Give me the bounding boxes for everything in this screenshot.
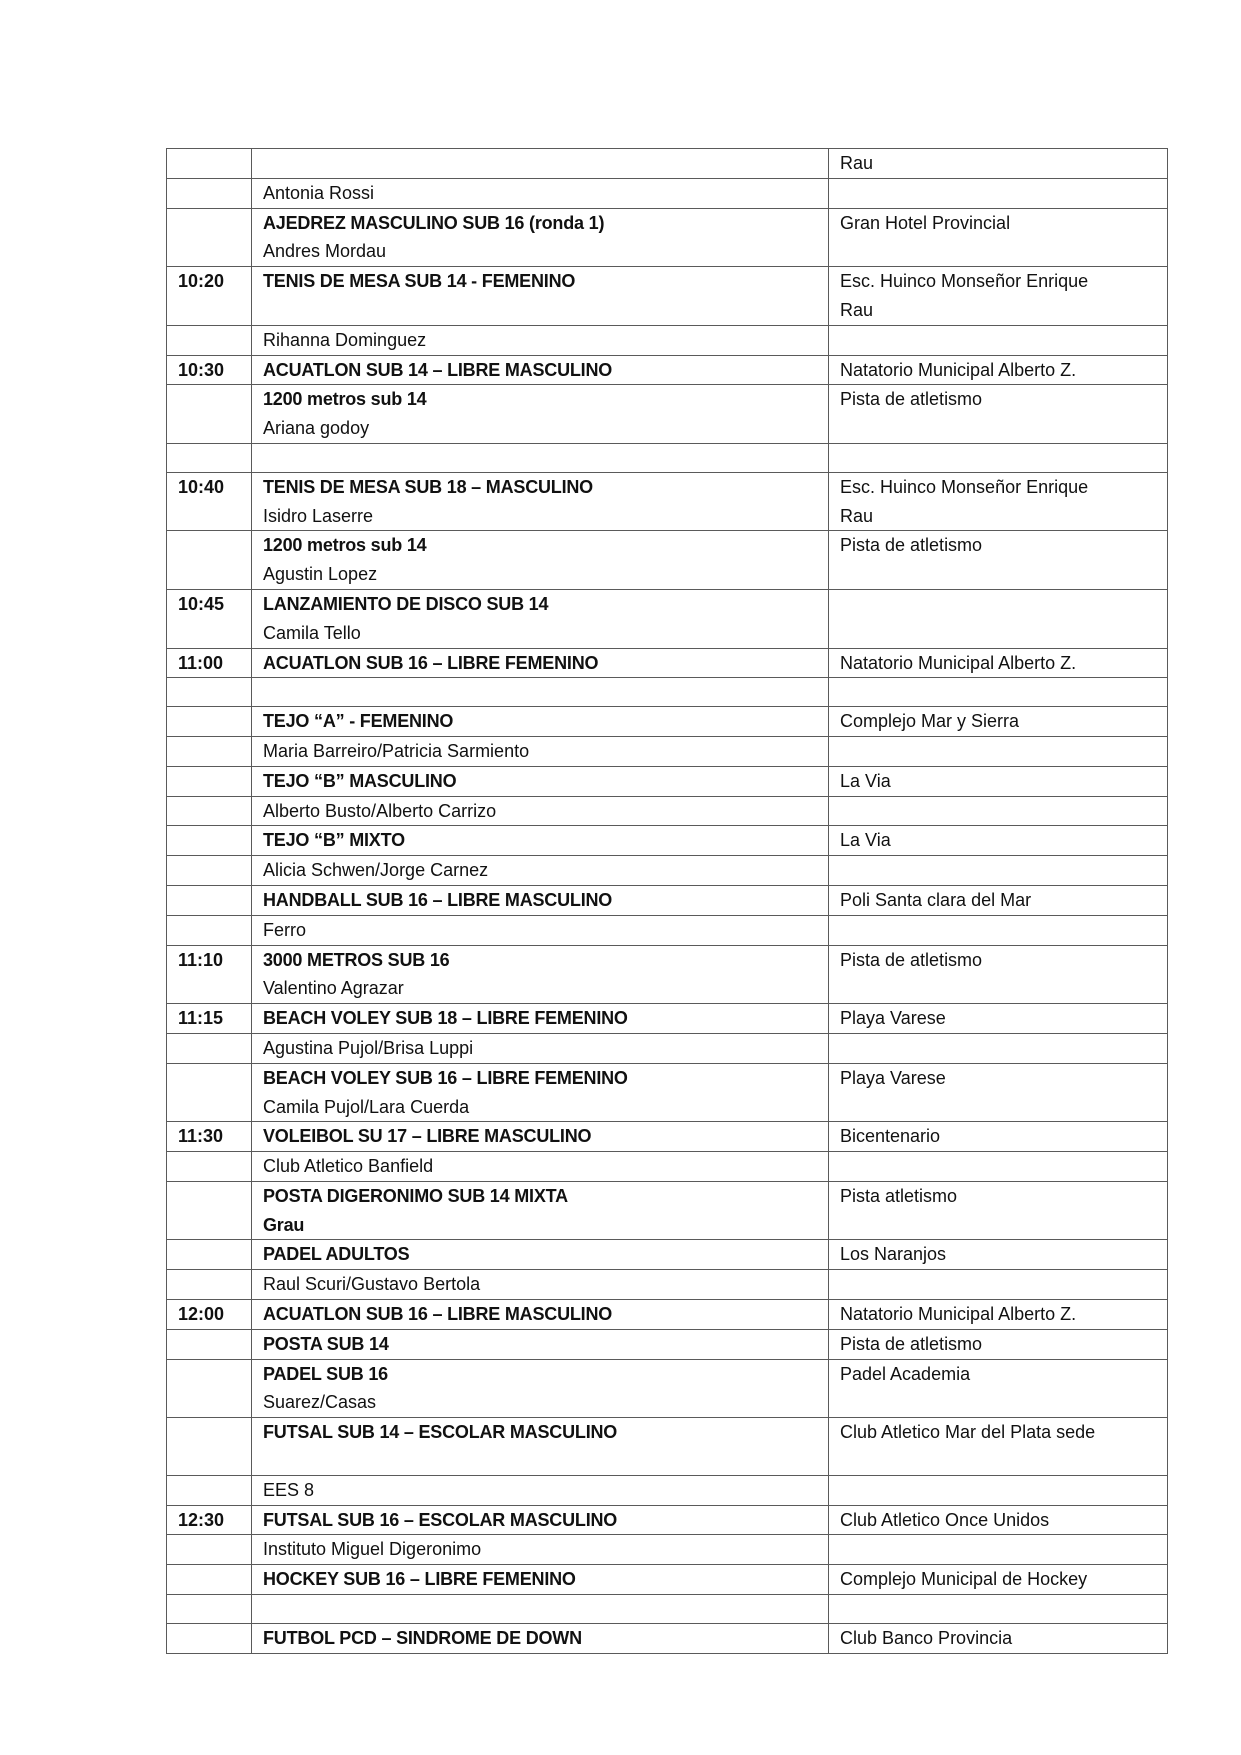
venue-text: Pista de atletismo	[840, 1333, 983, 1354]
time-cell	[167, 1565, 252, 1595]
time-cell	[167, 678, 252, 707]
event-cell	[252, 1565, 829, 1595]
venue-cell	[829, 1063, 1168, 1122]
event-cell	[252, 648, 829, 678]
time-cell	[167, 149, 252, 179]
time-cell	[167, 1240, 252, 1270]
time-cell	[167, 648, 252, 678]
venue-cell	[829, 945, 1168, 1004]
schedule-row	[167, 1595, 1168, 1624]
venue-cell	[829, 1152, 1168, 1182]
event-participants: Agustin Lopez	[263, 564, 378, 585]
event-participants: Isidro Laserre	[263, 505, 374, 526]
schedule-row	[167, 648, 1168, 678]
schedule-row	[167, 1270, 1168, 1300]
venue-text: La Via	[840, 770, 891, 791]
schedule-row	[167, 885, 1168, 915]
schedule-row	[167, 1475, 1168, 1505]
event-cell	[252, 1359, 829, 1418]
event-participants: Raul Scuri/Gustavo Bertola	[263, 1274, 481, 1295]
event-title: PADEL ADULTOS	[263, 1244, 410, 1265]
event-cell	[252, 589, 829, 648]
venue-text: Club Atletico Mar del Plata sede	[840, 1422, 1096, 1443]
event-cell	[252, 856, 829, 886]
schedule-row	[167, 915, 1168, 945]
event-title: 1200 metros sub 14	[263, 389, 427, 410]
event-cell	[252, 443, 829, 472]
venue-cell	[829, 1329, 1168, 1359]
time-cell	[167, 915, 252, 945]
event-cell	[252, 766, 829, 796]
schedule-row	[167, 385, 1168, 444]
event-cell	[252, 1122, 829, 1152]
event-cell	[252, 1240, 829, 1270]
venue-text: Club Atletico Once Unidos	[840, 1509, 1050, 1530]
schedule-row	[167, 945, 1168, 1004]
venue-text: Club Banco Provincia	[840, 1627, 1013, 1648]
event-title: 3000 METROS SUB 16	[263, 949, 450, 970]
time-cell	[167, 589, 252, 648]
time-text: 11:15	[178, 1008, 224, 1029]
venue-cell	[829, 1033, 1168, 1063]
event-cell	[252, 325, 829, 355]
event-cell	[252, 1535, 829, 1565]
venue-text: Pista de atletismo	[840, 535, 983, 556]
time-text: 10:40	[178, 476, 225, 497]
event-cell	[252, 1300, 829, 1330]
event-participants: Rihanna Dominguez	[263, 329, 427, 350]
venue-cell	[829, 1623, 1168, 1653]
schedule-row	[167, 149, 1168, 179]
venue-text: Natatorio Municipal Alberto Z.	[840, 359, 1077, 380]
time-cell	[167, 1063, 252, 1122]
event-participants: Ariana godoy	[263, 418, 370, 439]
venue-text: Bicentenario	[840, 1126, 941, 1147]
venue-text: Gran Hotel Provincial	[840, 212, 1011, 233]
event-participants: Club Atletico Banfield	[263, 1156, 434, 1177]
time-cell	[167, 1122, 252, 1152]
event-participants: EES 8	[263, 1479, 315, 1500]
venue-text: Poli Santa clara del Mar	[840, 889, 1032, 910]
venue-cell	[829, 1418, 1168, 1476]
venue-cell	[829, 1300, 1168, 1330]
venue-cell	[829, 208, 1168, 267]
time-text: 10:45	[178, 593, 225, 614]
venue-cell	[829, 589, 1168, 648]
schedule-row	[167, 1300, 1168, 1330]
venue-text: Complejo Municipal de Hockey	[840, 1569, 1088, 1590]
venue-cell	[829, 325, 1168, 355]
time-cell	[167, 885, 252, 915]
time-cell	[167, 826, 252, 856]
venue-cell	[829, 1359, 1168, 1418]
event-cell	[252, 1004, 829, 1034]
venue-cell	[829, 1122, 1168, 1152]
event-participants: Ferro	[263, 919, 307, 940]
schedule-row	[167, 766, 1168, 796]
schedule-row	[167, 1329, 1168, 1359]
event-cell	[252, 1475, 829, 1505]
schedule-row	[167, 531, 1168, 590]
venue-cell	[829, 1565, 1168, 1595]
venue-text: Esc. Huinco Monseñor Enrique Rau	[840, 476, 1089, 526]
time-cell	[167, 707, 252, 737]
venue-cell	[829, 531, 1168, 590]
time-cell	[167, 1329, 252, 1359]
time-cell	[167, 267, 252, 326]
venue-text: Padel Academia	[840, 1363, 971, 1384]
venue-text: Pista atletismo	[840, 1185, 958, 1206]
event-cell	[252, 472, 829, 531]
venue-cell	[829, 178, 1168, 208]
event-title: PADEL SUB 16	[263, 1363, 388, 1384]
schedule-row	[167, 707, 1168, 737]
schedule-row	[167, 1418, 1168, 1476]
time-cell	[167, 1004, 252, 1034]
time-text: 11:30	[178, 1126, 224, 1147]
time-cell	[167, 1535, 252, 1565]
venue-cell	[829, 385, 1168, 444]
time-cell	[167, 1152, 252, 1182]
venue-text: La Via	[840, 830, 891, 851]
schedule-body	[167, 149, 1168, 1654]
event-participants: Maria Barreiro/Patricia Sarmiento	[263, 740, 530, 761]
time-cell	[167, 1418, 252, 1476]
event-cell	[252, 1033, 829, 1063]
event-participants: Instituto Miguel Digeronimo	[263, 1539, 482, 1560]
event-cell	[252, 826, 829, 856]
event-title: POSTA SUB 14	[263, 1333, 389, 1354]
venue-cell	[829, 355, 1168, 385]
time-cell	[167, 736, 252, 766]
schedule-row	[167, 678, 1168, 707]
event-participants: Andres Mordau	[263, 241, 387, 262]
venue-text: Pista de atletismo	[840, 389, 983, 410]
schedule-row	[167, 856, 1168, 886]
schedule-row	[167, 267, 1168, 326]
time-cell	[167, 945, 252, 1004]
venue-cell	[829, 648, 1168, 678]
time-cell	[167, 1623, 252, 1653]
event-participants: Camila Tello	[263, 622, 361, 643]
venue-cell	[829, 1505, 1168, 1535]
event-title: FUTSAL SUB 16 – ESCOLAR MASCULINO	[263, 1509, 618, 1530]
schedule-row	[167, 736, 1168, 766]
schedule-table	[166, 148, 1168, 1654]
event-title: TENIS DE MESA SUB 14 - FEMENINO	[263, 271, 576, 292]
schedule-row	[167, 1152, 1168, 1182]
schedule-row	[167, 1240, 1168, 1270]
event-participants: Alicia Schwen/Jorge Carnez	[263, 860, 489, 881]
event-cell	[252, 1152, 829, 1182]
event-participants: Antonia Rossi	[263, 182, 375, 203]
venue-text: Complejo Mar y Sierra	[840, 711, 1020, 732]
schedule-row	[167, 796, 1168, 826]
schedule-row	[167, 589, 1168, 648]
event-participants: Alberto Busto/Alberto Carrizo	[263, 800, 497, 821]
event-cell	[252, 1623, 829, 1653]
venue-text: Los Naranjos	[840, 1244, 947, 1265]
event-cell	[252, 945, 829, 1004]
event-title: TENIS DE MESA SUB 18 – MASCULINO	[263, 476, 593, 497]
event-cell	[252, 267, 829, 326]
event-cell	[252, 385, 829, 444]
event-title: HOCKEY SUB 16 – LIBRE FEMENINO	[263, 1569, 576, 1590]
event-cell	[252, 1329, 829, 1359]
event-cell	[252, 208, 829, 267]
event-participants: Agustina Pujol/Brisa Luppi	[263, 1037, 474, 1058]
event-cell	[252, 796, 829, 826]
venue-cell	[829, 1270, 1168, 1300]
event-title-line2: Grau	[263, 1214, 305, 1235]
event-participants: Suarez/Casas	[263, 1392, 377, 1413]
time-cell	[167, 766, 252, 796]
venue-text: Pista de atletismo	[840, 949, 983, 970]
time-cell	[167, 443, 252, 472]
event-title: ACUATLON SUB 16 – LIBRE FEMENINO	[263, 652, 599, 673]
event-cell	[252, 1418, 829, 1476]
event-cell	[252, 1505, 829, 1535]
time-cell	[167, 796, 252, 826]
venue-cell	[829, 885, 1168, 915]
event-cell	[252, 355, 829, 385]
event-title: POSTA DIGERONIMO SUB 14 MIXTA	[263, 1185, 568, 1206]
venue-cell	[829, 267, 1168, 326]
venue-cell	[829, 1004, 1168, 1034]
venue-cell	[829, 766, 1168, 796]
event-cell	[252, 178, 829, 208]
event-title: AJEDREZ MASCULINO SUB 16 (ronda 1)	[263, 212, 605, 233]
venue-cell	[829, 707, 1168, 737]
event-title: ACUATLON SUB 16 – LIBRE MASCULINO	[263, 1304, 613, 1325]
event-title: HANDBALL SUB 16 – LIBRE MASCULINO	[263, 889, 613, 910]
schedule-row	[167, 1181, 1168, 1240]
schedule-row	[167, 325, 1168, 355]
schedule-row	[167, 1505, 1168, 1535]
venue-text: Natatorio Municipal Alberto Z.	[840, 652, 1077, 673]
schedule-row	[167, 1033, 1168, 1063]
event-cell	[252, 531, 829, 590]
event-title: VOLEIBOL SU 17 – LIBRE MASCULINO	[263, 1126, 592, 1147]
time-text: 12:00	[178, 1304, 225, 1325]
schedule-row	[167, 1004, 1168, 1034]
venue-cell	[829, 1181, 1168, 1240]
venue-text: Esc. Huinco Monseñor Enrique Rau	[840, 271, 1089, 320]
time-cell	[167, 1359, 252, 1418]
schedule-row	[167, 355, 1168, 385]
event-title: TEJO “A” - FEMENINO	[263, 711, 454, 732]
event-cell	[252, 149, 829, 179]
venue-cell	[829, 1595, 1168, 1624]
venue-cell	[829, 1240, 1168, 1270]
time-text: 11:00	[178, 652, 224, 673]
time-cell	[167, 1475, 252, 1505]
time-cell	[167, 472, 252, 531]
schedule-row	[167, 1122, 1168, 1152]
event-cell	[252, 707, 829, 737]
schedule-row	[167, 826, 1168, 856]
schedule-row	[167, 208, 1168, 267]
event-cell	[252, 915, 829, 945]
schedule-row	[167, 1535, 1168, 1565]
event-title: 1200 metros sub 14	[263, 535, 427, 556]
venue-cell	[829, 678, 1168, 707]
venue-text: Playa Varese	[840, 1067, 946, 1088]
time-cell	[167, 1595, 252, 1624]
event-title: BEACH VOLEY SUB 16 – LIBRE FEMENINO	[263, 1067, 628, 1088]
venue-cell	[829, 149, 1168, 179]
time-cell	[167, 1270, 252, 1300]
schedule-row	[167, 1623, 1168, 1653]
time-text: 10:20	[178, 271, 225, 292]
venue-cell	[829, 1535, 1168, 1565]
time-text: 11:10	[178, 949, 224, 970]
event-title: TEJO “B” MASCULINO	[263, 770, 457, 791]
time-cell	[167, 1181, 252, 1240]
venue-cell	[829, 736, 1168, 766]
time-cell	[167, 208, 252, 267]
event-participants: Camila Pujol/Lara Cuerda	[263, 1096, 470, 1117]
time-cell	[167, 355, 252, 385]
event-title: TEJO “B” MIXTO	[263, 830, 405, 851]
event-title: FUTBOL PCD – SINDROME DE DOWN	[263, 1627, 582, 1648]
schedule-row	[167, 1359, 1168, 1418]
venue-cell	[829, 826, 1168, 856]
event-title: ACUATLON SUB 14 – LIBRE MASCULINO	[263, 359, 613, 380]
event-cell	[252, 736, 829, 766]
schedule-row	[167, 443, 1168, 472]
event-title: LANZAMIENTO DE DISCO SUB 14	[263, 593, 549, 614]
venue-cell	[829, 915, 1168, 945]
venue-cell	[829, 1475, 1168, 1505]
event-cell	[252, 885, 829, 915]
event-cell	[252, 1181, 829, 1240]
venue-text: Playa Varese	[840, 1008, 946, 1029]
event-cell	[252, 678, 829, 707]
venue-cell	[829, 472, 1168, 531]
event-cell	[252, 1270, 829, 1300]
time-cell	[167, 1300, 252, 1330]
schedule-row	[167, 1063, 1168, 1122]
venue-text: Natatorio Municipal Alberto Z.	[840, 1304, 1077, 1325]
event-title: FUTSAL SUB 14 – ESCOLAR MASCULINO	[263, 1422, 618, 1443]
time-text: 10:30	[178, 359, 225, 380]
venue-cell	[829, 856, 1168, 886]
time-cell	[167, 1033, 252, 1063]
time-cell	[167, 1505, 252, 1535]
time-cell	[167, 178, 252, 208]
time-cell	[167, 385, 252, 444]
venue-cell	[829, 443, 1168, 472]
venue-cell	[829, 796, 1168, 826]
time-cell	[167, 531, 252, 590]
schedule-row	[167, 178, 1168, 208]
schedule-row	[167, 1565, 1168, 1595]
event-title: BEACH VOLEY SUB 18 – LIBRE FEMENINO	[263, 1008, 628, 1029]
time-cell	[167, 856, 252, 886]
event-cell	[252, 1595, 829, 1624]
event-cell	[252, 1063, 829, 1122]
venue-text: Rau	[840, 153, 874, 173]
event-participants: Valentino Agrazar	[263, 978, 404, 999]
schedule-row	[167, 472, 1168, 531]
time-cell	[167, 325, 252, 355]
time-text: 12:30	[178, 1509, 225, 1530]
